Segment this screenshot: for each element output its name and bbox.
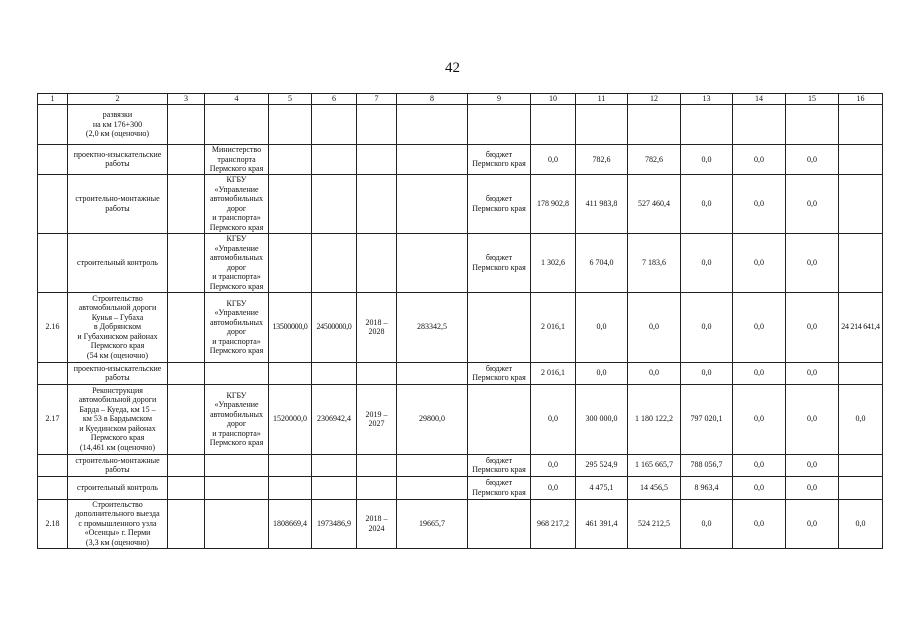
table-cell: 0,0 (733, 362, 786, 384)
table-cell: 2.16 (38, 292, 68, 362)
table-cell (397, 233, 468, 292)
column-header: 10 (531, 94, 576, 105)
table-row (38, 292, 883, 362)
table-cell (312, 174, 357, 233)
table-cell: 0,0 (786, 454, 839, 476)
table-cell: 0,0 (733, 454, 786, 476)
table-cell (312, 145, 357, 175)
table-cell: бюджет Пермского края (468, 476, 531, 499)
table-cell: 0,0 (531, 384, 576, 454)
column-header: 6 (312, 94, 357, 105)
table-cell: развязки на км 176+300 (2,0 км (оценочно) (68, 105, 168, 145)
table-cell (168, 499, 205, 548)
table-cell (205, 362, 269, 384)
table-cell: 8 963,4 (681, 476, 733, 499)
table-cell: 0,0 (839, 499, 883, 548)
table-cell: 2.17 (38, 384, 68, 454)
table-cell: Реконструкция автомобильной дороги Барда – Куеда, км 15 – км 53 в Бардымском и Куединском районах Пермского края (14,461 км (оценочно) (68, 384, 168, 454)
table-cell: 0,0 (681, 174, 733, 233)
table-cell: 1973486,9 (312, 499, 357, 548)
table-cell: КГБУ «Управление автомобильных дорог и транспорта» Пермского края (205, 233, 269, 292)
table-cell: 0,0 (786, 499, 839, 548)
table-cell: 2 016,1 (531, 362, 576, 384)
column-header: 13 (681, 94, 733, 105)
table-cell: 411 983,8 (576, 174, 628, 233)
column-header: 7 (357, 94, 397, 105)
table-cell (205, 499, 269, 548)
table-cell (38, 454, 68, 476)
table-cell: 2 016,1 (531, 292, 576, 362)
table-cell (312, 476, 357, 499)
table-cell: 0,0 (733, 499, 786, 548)
table-cell: 524 212,5 (628, 499, 681, 548)
table-cell: 0,0 (786, 362, 839, 384)
table-cell (168, 476, 205, 499)
table-cell: бюджет Пермского края (468, 454, 531, 476)
table-cell (269, 145, 312, 175)
table-cell: 0,0 (733, 145, 786, 175)
column-header: 14 (733, 94, 786, 105)
column-header: 1 (38, 94, 68, 105)
table-cell: строительно-монтажные работы (68, 454, 168, 476)
table-cell (357, 145, 397, 175)
table-cell: 0,0 (531, 476, 576, 499)
column-header: 5 (269, 94, 312, 105)
table-cell: Строительство дополнительного выезда с промышленного узла «Осенцы» г. Перми (3,3 км (оценочно) (68, 499, 168, 548)
table-cell (312, 233, 357, 292)
table-cell (839, 145, 883, 175)
table-cell: 788 056,7 (681, 454, 733, 476)
table-row (38, 105, 883, 145)
table-cell (397, 476, 468, 499)
table-cell: бюджет Пермского края (468, 362, 531, 384)
table-row (38, 362, 883, 384)
table-cell (786, 105, 839, 145)
table-cell (269, 233, 312, 292)
table-cell: 283342,5 (397, 292, 468, 362)
table-row (38, 499, 883, 548)
table-cell (312, 454, 357, 476)
table-cell: Министерство транспорта Пермского края (205, 145, 269, 175)
table-cell: 178 902,8 (531, 174, 576, 233)
table-cell (468, 292, 531, 362)
table-cell (681, 105, 733, 145)
table-cell: 0,0 (531, 454, 576, 476)
table-cell: 0,0 (733, 233, 786, 292)
table-cell (468, 499, 531, 548)
table-cell: 2.18 (38, 499, 68, 548)
table-row (38, 384, 883, 454)
table-cell (38, 362, 68, 384)
table-cell: 4 475,1 (576, 476, 628, 499)
table-cell (531, 105, 576, 145)
table-cell (397, 145, 468, 175)
table-cell: бюджет Пермского края (468, 174, 531, 233)
table-cell: 2018 – 2028 (357, 292, 397, 362)
table-cell (168, 292, 205, 362)
table-row (38, 454, 883, 476)
table-cell (269, 174, 312, 233)
column-header: 12 (628, 94, 681, 105)
column-header: 8 (397, 94, 468, 105)
table-cell (168, 454, 205, 476)
table-cell: 0,0 (733, 292, 786, 362)
table-cell: 1520000,0 (269, 384, 312, 454)
table-cell: 968 217,2 (531, 499, 576, 548)
table-cell: 0,0 (733, 384, 786, 454)
table-cell: 0,0 (786, 145, 839, 175)
table-cell (269, 362, 312, 384)
table-cell: 0,0 (733, 174, 786, 233)
page-number: 42 (445, 60, 460, 76)
table-cell (357, 233, 397, 292)
table-cell: бюджет Пермского края (468, 233, 531, 292)
table-row (38, 174, 883, 233)
table-cell: 0,0 (786, 384, 839, 454)
table-cell: КГБУ «Управление автомобильных дорог и транспорта» Пермского края (205, 384, 269, 454)
table-row (38, 476, 883, 499)
header-row (38, 94, 883, 105)
table-cell: 0,0 (576, 292, 628, 362)
table-cell (38, 233, 68, 292)
table-cell: 29800,0 (397, 384, 468, 454)
table-cell (733, 105, 786, 145)
table-cell: 0,0 (786, 476, 839, 499)
table-cell (397, 454, 468, 476)
table-cell (357, 362, 397, 384)
table-cell (168, 105, 205, 145)
table-cell: 6 704,0 (576, 233, 628, 292)
table-cell (312, 105, 357, 145)
table-cell: 1 302,6 (531, 233, 576, 292)
table-cell: 0,0 (839, 384, 883, 454)
table-cell (357, 476, 397, 499)
table-cell (38, 476, 68, 499)
column-header: 15 (786, 94, 839, 105)
table-cell: 300 000,0 (576, 384, 628, 454)
table-cell: проектно-изыскательские работы (68, 362, 168, 384)
table-cell: 0,0 (681, 292, 733, 362)
table-cell: 13500000,0 (269, 292, 312, 362)
table-cell: 0,0 (681, 362, 733, 384)
table-cell (397, 105, 468, 145)
column-header: 16 (839, 94, 883, 105)
table-cell: 797 020,1 (681, 384, 733, 454)
table-cell (205, 105, 269, 145)
table-cell (269, 476, 312, 499)
table-row (38, 145, 883, 175)
table-cell: 0,0 (681, 499, 733, 548)
table-cell (397, 362, 468, 384)
table-cell: КГБУ «Управление автомобильных дорог и транспорта» Пермского края (205, 174, 269, 233)
table-cell (839, 476, 883, 499)
table-cell: 0,0 (628, 292, 681, 362)
table-cell (205, 454, 269, 476)
table-cell (168, 233, 205, 292)
table-cell: 0,0 (786, 292, 839, 362)
table-cell (397, 174, 468, 233)
table-cell (168, 174, 205, 233)
table-cell: Строительство автомобильной дороги Кунья – Губаха в Добрянском и Губахинском районах Пермского края (54 км (оценочно) (68, 292, 168, 362)
table-cell: 0,0 (531, 145, 576, 175)
table-cell (468, 105, 531, 145)
table-cell: КГБУ «Управление автомобильных дорог и транспорта» Пермского края (205, 292, 269, 362)
column-header: 9 (468, 94, 531, 105)
table-cell (168, 362, 205, 384)
table-cell: 0,0 (681, 233, 733, 292)
table-cell (38, 145, 68, 175)
table-cell: строительно-монтажные работы (68, 174, 168, 233)
table-cell: 0,0 (681, 145, 733, 175)
table-cell (628, 105, 681, 145)
table-row (38, 233, 883, 292)
column-header: 2 (68, 94, 168, 105)
table-cell (312, 362, 357, 384)
table-cell: 14 456,5 (628, 476, 681, 499)
table-cell: 19665,7 (397, 499, 468, 548)
table-cell: 1808669,4 (269, 499, 312, 548)
table-cell (205, 476, 269, 499)
table-cell: 461 391,4 (576, 499, 628, 548)
table-cell (38, 174, 68, 233)
table-cell: 1 180 122,2 (628, 384, 681, 454)
table-cell: бюджет Пермского края (468, 145, 531, 175)
table-cell (38, 105, 68, 145)
table-cell (168, 384, 205, 454)
table-cell: 782,6 (628, 145, 681, 175)
table-cell: 527 460,4 (628, 174, 681, 233)
table-cell: 782,6 (576, 145, 628, 175)
table-cell: 1 165 665,7 (628, 454, 681, 476)
table-cell: 24500000,0 (312, 292, 357, 362)
table-cell: 2019 – 2027 (357, 384, 397, 454)
table-cell (468, 384, 531, 454)
table-cell (839, 233, 883, 292)
table-cell (269, 105, 312, 145)
table-cell (839, 454, 883, 476)
table-cell: 2306942,4 (312, 384, 357, 454)
table-cell (357, 174, 397, 233)
table-cell: 0,0 (576, 362, 628, 384)
table-cell: 2018 – 2024 (357, 499, 397, 548)
table-cell (357, 454, 397, 476)
table-cell (839, 362, 883, 384)
table-cell: проектно-изыскательские работы (68, 145, 168, 175)
table-cell: 0,0 (733, 476, 786, 499)
table-cell: 0,0 (786, 233, 839, 292)
program-table (37, 93, 883, 549)
table-cell: строительный контроль (68, 233, 168, 292)
column-header: 3 (168, 94, 205, 105)
table-cell: 0,0 (786, 174, 839, 233)
table-cell: 295 524,9 (576, 454, 628, 476)
table-cell: строительный контроль (68, 476, 168, 499)
table-cell (357, 105, 397, 145)
table-cell (168, 145, 205, 175)
column-header: 11 (576, 94, 628, 105)
table-cell: 7 183,6 (628, 233, 681, 292)
table-cell (839, 105, 883, 145)
table-cell (576, 105, 628, 145)
table-cell: 24 214 641,4 (839, 292, 883, 362)
table-cell (269, 454, 312, 476)
table-cell: 0,0 (628, 362, 681, 384)
table-cell (839, 174, 883, 233)
column-header: 4 (205, 94, 269, 105)
